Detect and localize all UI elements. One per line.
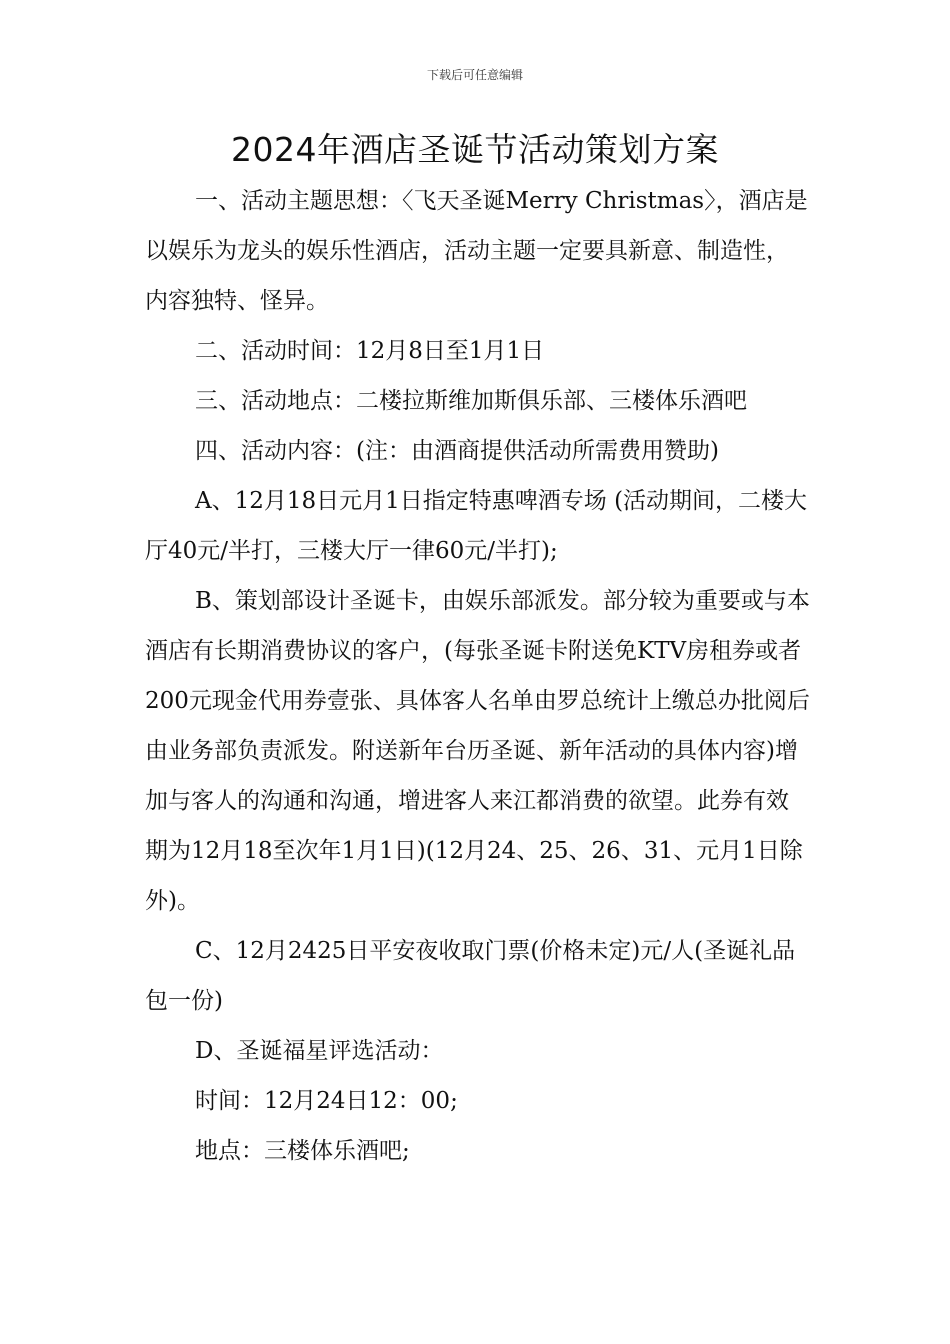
paragraph-d-location: 地点：三楼体乐酒吧; bbox=[195, 1138, 410, 1164]
paragraph-time: 二、活动时间：12月8日至1月1日 bbox=[195, 338, 545, 364]
paragraph-item-a: A、12月18日元月1日指定特惠啤酒专场 (活动期间，二楼大厅40元/半打，三楼大厅一律60元/半打); bbox=[145, 488, 808, 564]
paragraph-item-b: B、策划部设计圣诞卡，由娱乐部派发。部分较为重要或与本酒店有长期消费协议的客户，(每张圣诞卡附送免KTV房租券或者200元现金代用券壹张、具体客人名单由罗总统计上缴总办批阅后由业务部负责派发。附送新年台历圣诞、新年活动的具体内容)增加与客人的沟通和沟通，增进客人来江都消费的欲望。此券有效期为12月18至次年1月1日)(12月24、25、26、31、元月1日除外)。 bbox=[145, 588, 810, 914]
paragraph-d-time: 时间：12月24日12：00; bbox=[195, 1088, 458, 1114]
paragraph-item-d: D、圣诞福星评选活动： bbox=[195, 1038, 444, 1064]
document-body bbox=[145, 176, 810, 1176]
document-title: 2024年酒店圣诞节活动策划方案 bbox=[231, 130, 719, 169]
paragraph-theme: 一、活动主题思想：〈飞天圣诞Merry Christmas〉，酒店是以娱乐为龙头的娱乐性酒店，活动主题一定要具新意、制造性，内容独特、怪异。 bbox=[145, 188, 808, 314]
paragraph-location: 三、活动地点：二楼拉斯维加斯俱乐部、三楼体乐酒吧 bbox=[195, 388, 747, 414]
paragraph-item-c: C、12月2425日平安夜收取门票(价格未定)元/人(圣诞礼品包一份) bbox=[145, 938, 796, 1014]
paragraph-content-heading: 四、活动内容：(注：由酒商提供活动所需费用赞助) bbox=[195, 438, 719, 464]
header-note: 下载后可任意编辑 bbox=[426, 68, 523, 82]
